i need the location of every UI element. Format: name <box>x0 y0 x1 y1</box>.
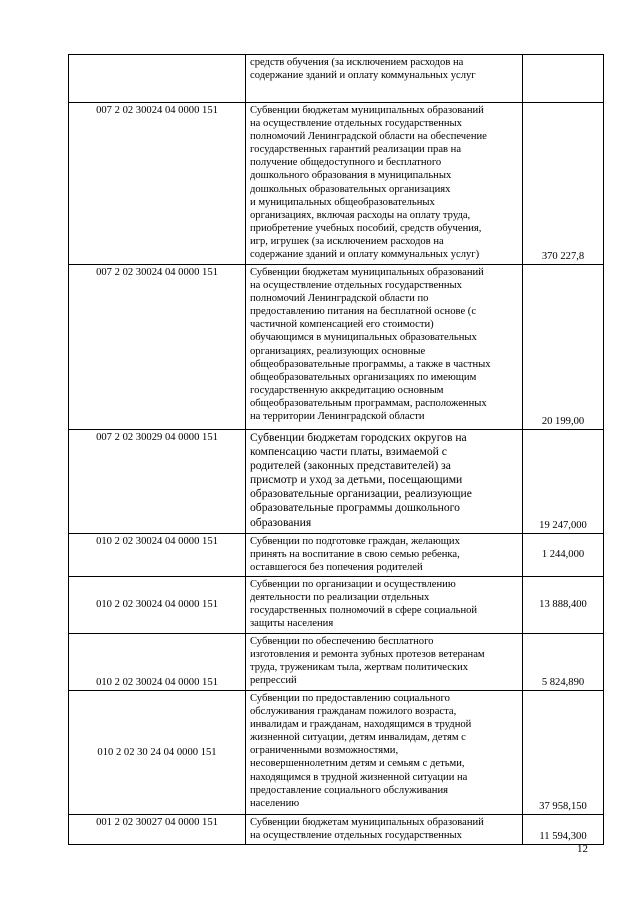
table-row <box>69 430 604 534</box>
table-row <box>69 815 604 845</box>
code-cell: 007 2 02 30024 04 0000 151 <box>69 265 246 430</box>
amount-cell: 5 824,890 <box>523 634 604 691</box>
table-row <box>69 691 604 815</box>
code-cell: 010 2 02 30024 04 0000 151 <box>69 634 246 691</box>
description-line: жизненной ситуации, детям инвалидам, детям с <box>250 732 466 744</box>
code-cell: 010 2 02 30024 04 0000 151 <box>69 534 246 577</box>
description-line: находящимся в трудной жизненной ситуации на <box>250 771 468 783</box>
description-line: Субвенции бюджетам муниципальных образований <box>250 105 484 116</box>
description-line: защиты населения <box>250 618 334 630</box>
description-line: обслуживания гражданам пожилого возраста, <box>250 706 457 718</box>
description-line: обучающимся в муниципальных образовательных <box>250 332 477 344</box>
description-line: несовершеннолетним детям и семьям с детьми, <box>250 758 465 770</box>
amount-cell: 370 227,8 <box>523 103 604 265</box>
description-line: ограниченными возможностями, <box>250 745 399 757</box>
description-line: игр, игрушек (за исключением расходов на <box>250 235 444 247</box>
description-line: организациях, реализующих основные <box>250 345 426 357</box>
amount-cell: 37 958,150 <box>523 691 604 815</box>
description-line: населению <box>250 797 300 809</box>
description-line: общеобразовательным программам, расположенных <box>250 397 487 409</box>
description-line: Субвенции по организации и осуществлению <box>250 579 456 590</box>
description-cell <box>246 103 523 265</box>
description-line: общеобразовательных организациях по имеющим <box>250 371 477 383</box>
description-line: оставшегося без попечения родителей <box>250 562 423 574</box>
table-row <box>69 634 604 691</box>
description-line: на осуществление отдельных государственных <box>250 280 462 292</box>
description-line: дошкольных образовательных организациях <box>250 183 451 195</box>
description-line: Субвенции по предоставлению социального <box>250 693 450 704</box>
description-line: родителей (законных представителей) за <box>250 459 451 473</box>
description-line: средств обучения (за исключением расходов на <box>250 57 464 68</box>
description-cell <box>246 634 523 691</box>
description-line: частичной компенсацией его стоимости) <box>250 319 434 331</box>
amount-cell: 19 247,000 <box>523 430 604 534</box>
page-number: 12 <box>577 843 588 855</box>
description-line: Субвенции бюджетам муниципальных образований <box>250 267 484 278</box>
description-line: Субвенции бюджетам городских округов на <box>250 431 467 444</box>
description-line: образовательные программы дошкольного <box>250 501 460 515</box>
amount-cell: 13 888,400 <box>523 577 604 634</box>
description-line: государственную аккредитацию основным <box>250 384 444 396</box>
budget-table <box>68 54 604 845</box>
description-line: изготовления и ремонта зубных протезов ветеранам <box>250 649 485 661</box>
description-line: полномочий Ленинградской области на обеспечение <box>250 131 487 143</box>
description-cell <box>246 691 523 815</box>
description-line: предоставление социального обслуживания <box>250 784 449 796</box>
description-line: компенсацию части платы, взимаемой с <box>250 445 447 459</box>
description-line: труда, труженикам тыла, жертвам политических <box>250 662 469 674</box>
amount-cell <box>523 55 604 103</box>
amount-cell: 20 199,00 <box>523 265 604 430</box>
description-cell <box>246 534 523 577</box>
description-line: присмотр и уход за детьми, посещающими <box>250 473 463 487</box>
code-cell: 007 2 02 30024 04 0000 151 <box>69 103 246 265</box>
description-line: приобретение учебных пособий, средств обучения, <box>250 222 482 234</box>
description-line: на территории Ленинградской области <box>250 411 425 423</box>
description-line: принять на воспитание в свою семью ребенка, <box>250 549 460 561</box>
description-line: организациях, включая расходы на оплату труда, <box>250 209 471 221</box>
code-cell: 010 2 02 30024 04 0000 151 <box>69 577 246 634</box>
table-row <box>69 534 604 577</box>
amount-cell: 11 594,300 <box>523 815 604 845</box>
code-cell: 001 2 02 30027 04 0000 151 <box>69 815 246 845</box>
description-line: образовательные организации, реализующие <box>250 487 472 501</box>
description-line: инвалидам и гражданам, находящимся в трудной <box>250 719 472 731</box>
description-line: Субвенции бюджетам муниципальных образований <box>250 817 484 828</box>
code-cell: 007 2 02 30029 04 0000 151 <box>69 430 246 534</box>
description-line: репрессий <box>250 675 297 687</box>
description-line: полномочий Ленинградской области по <box>250 293 429 305</box>
description-line: на осуществление отдельных государственных <box>250 118 462 130</box>
description-cell <box>246 815 523 845</box>
code-cell: 010 2 02 30 24 04 0000 151 <box>69 691 246 815</box>
description-line: государственных гарантий реализации прав на <box>250 144 462 156</box>
description-line: Субвенции по обеспечению бесплатного <box>250 636 434 647</box>
description-cell <box>246 577 523 634</box>
description-line: и муниципальных общеобразовательных <box>250 196 435 208</box>
table-row <box>69 55 604 103</box>
description-line: на осуществление отдельных государственных <box>250 830 462 842</box>
description-line: дошкольного образования в муниципальных <box>250 170 452 182</box>
table-row <box>69 265 604 430</box>
description-line: общеобразовательные программы, а также в частных <box>250 358 491 370</box>
description-cell <box>246 430 523 534</box>
amount-cell: 1 244,000 <box>523 534 604 577</box>
description-cell <box>246 265 523 430</box>
description-line: Субвенции по подготовке граждан, желающих <box>250 536 460 547</box>
description-line: содержание зданий и оплату коммунальных услуг <box>250 70 476 82</box>
table-row <box>69 103 604 265</box>
description-line: предоставлению питания на бесплатной основе (с <box>250 306 477 318</box>
description-line: государственных полномочий в сфере социальной <box>250 605 478 617</box>
description-line: получение общедоступного и бесплатного <box>250 157 442 169</box>
description-line: образования <box>250 515 312 529</box>
description-line: содержание зданий и оплату коммунальных услуг) <box>250 249 480 261</box>
table-row <box>69 577 604 634</box>
code-cell <box>69 55 246 103</box>
description-cell <box>246 55 523 103</box>
description-line: деятельности по реализации отдельных <box>250 592 430 604</box>
